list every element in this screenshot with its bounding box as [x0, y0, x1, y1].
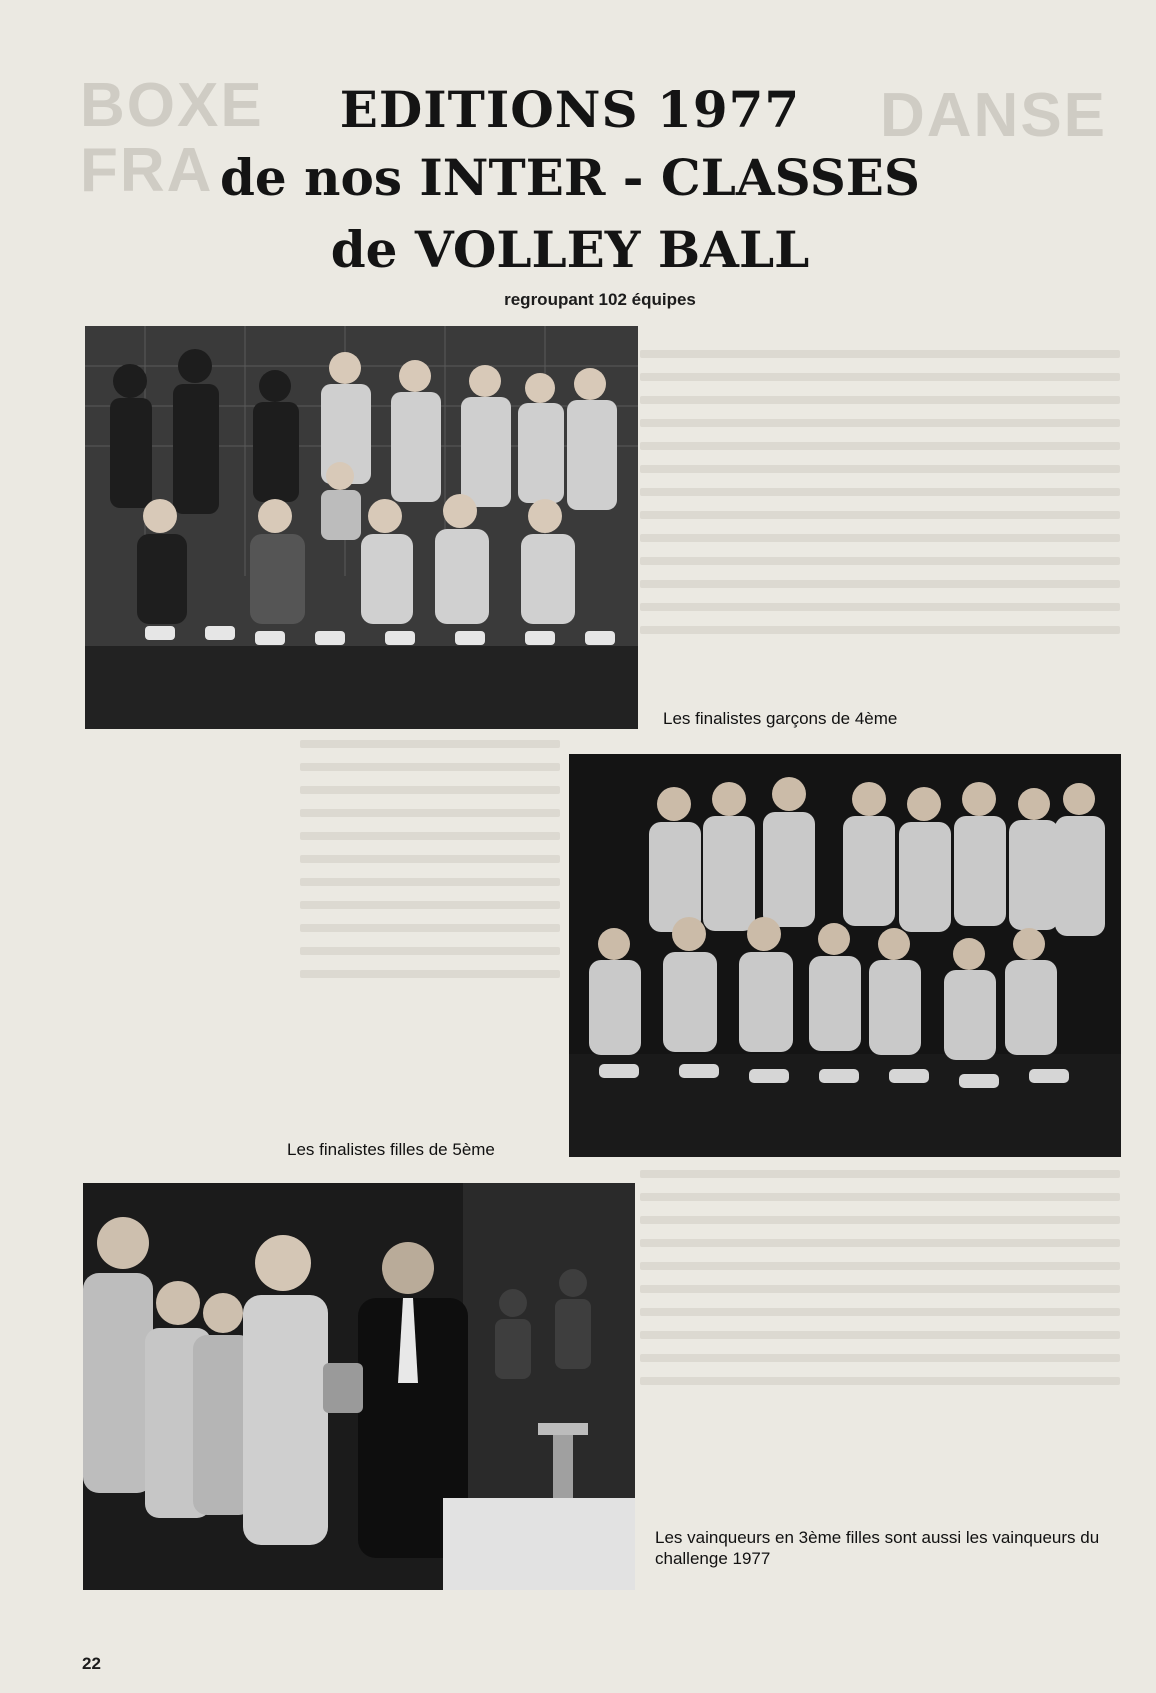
title-line-2: de nos INTER - CLASSES — [219, 148, 921, 207]
subtitle: regroupant 102 équipes — [504, 290, 696, 309]
caption-boys-finalists: Les finalistes garçons de 4ème — [663, 709, 898, 728]
show-through-lines — [640, 1170, 1120, 1400]
photo-girls-finalists — [569, 754, 1121, 1157]
show-through-text: DANSE — [880, 81, 1108, 150]
photo-boys-finalists — [85, 326, 638, 729]
photo-winners-trophy — [83, 1183, 635, 1590]
show-through-lines — [640, 350, 1120, 649]
caption-girls-finalists: Les finalistes filles de 5ème — [287, 1140, 495, 1159]
title-line-1: EDITIONS 1977 — [339, 80, 801, 139]
show-through-text: FRA — [80, 136, 214, 205]
show-through-text: BOXE — [80, 71, 264, 140]
title-line-3: de VOLLEY BALL — [330, 220, 810, 279]
caption-winners: Les vainqueurs en 3ème filles sont aussi les vainqueurs du challenge 1977 — [655, 1528, 1100, 1568]
show-through-lines — [300, 740, 560, 993]
page-number: 22 — [82, 1654, 101, 1673]
